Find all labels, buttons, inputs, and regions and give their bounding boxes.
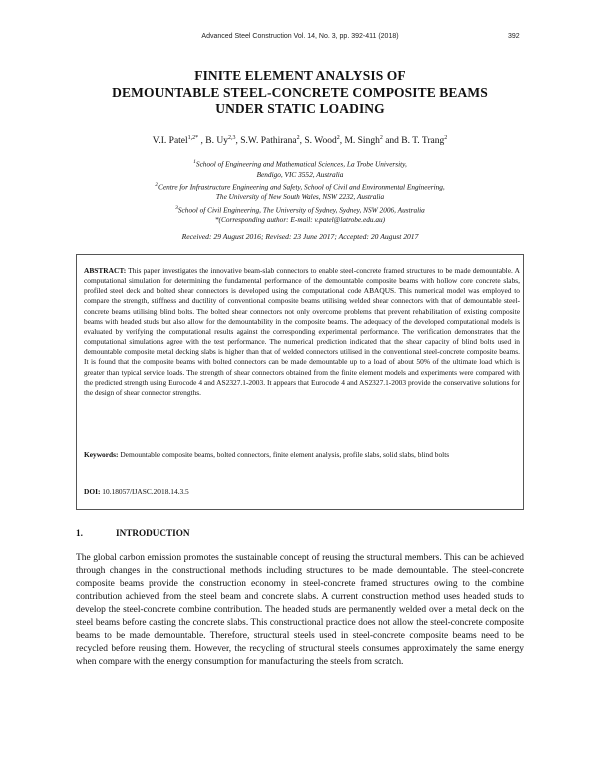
affiliation-mark: 1	[193, 159, 196, 165]
title-line: DEMOUNTABLE STEEL-CONCRETE COMPOSITE BEAMS	[112, 84, 488, 100]
author-name: , S. Wood	[299, 136, 337, 147]
affiliation-mark: 3	[175, 204, 178, 211]
title-line: FINITE ELEMENT ANALYSIS OF	[194, 68, 406, 83]
journal-citation: Advanced Steel Construction Vol. 14, No. 3, pp. 392-411 (2018)	[201, 33, 399, 40]
affiliations	[80, 157, 520, 225]
author-affiliation-mark: 1,2*	[187, 135, 199, 141]
affiliation-1	[80, 157, 520, 170]
author-name: , B. Uy	[198, 136, 228, 147]
author-affiliation-mark: 2,3	[227, 135, 236, 141]
author-affiliation-mark: 2	[296, 135, 300, 141]
affiliation-text: School of Civil Engineering, The University of Sydney, Sydney, NSW 2006, Australia	[177, 205, 425, 215]
affiliation-mark: 2	[155, 181, 158, 188]
paper-title	[60, 68, 540, 118]
affiliation-2-cont: The University of New South Wales, NSW 2232, Australia	[215, 192, 385, 202]
corresponding-author: *(Corresponding author: E-mail: v.patel@latrobe.edu.au)	[214, 215, 386, 225]
publication-dates: Received: 29 August 2016; Revised: 23 June 2017; Accepted: 20 August 2017	[181, 232, 419, 241]
abstract-text: This paper investigates the innovative beam-slab connectors to enable steel-concrete framed structures to be made demountable. A computational simulation for determining the fundamental performance of the demountable composite beams with hollow core concrete slabs, profiled steel deck and bolted shear connectors is developed using the computational code ABAQUS. This numerical model was employed to compare the strength, stiffness and ductility of conventional composite beams utilising welded shear connectors with that of demountable steel-concrete beams utilising blind bolts. The bolted shear connectors not only overcome problems that prevent rehabilitation of existing composite beams with headed studs but also allow for the demountability in the composite beams. The adequacy of the developed computational models is evaluated by verifying the computational results against the corresponding experimental performance. The verification demonstrates that the computational simulations agree with the test performance. The numerical prediction indicated that the shear capacity of blind bolts used in demountable composite metal decking slabs is higher than that of welded connectors utilised in the conventional steel-concrete composite beams. It is found that the composite beams with bolted connectors can be made demountable up to a load of about 50% of the ultimate load which is greater than typical service loads. The strength of shear connectors obtained from the finite element models and experiments were compared with the predicted strength using Eurocode 4 and AS2327.1-2003. It appears that Eurocode 4 and AS2327.1-2003 provide the conservative solutions for the design of shear connector strengths.	[84, 266, 520, 397]
doi-label: DOI:	[84, 487, 101, 496]
intro-paragraph: The global carbon emission promotes the sustainable concept of reusing the structural members. This can be achieved through changes in the constructional methods including structures to be made demountable. The steel-concrete composite beams provide the construction economy in steel-concrete framed structures owing to the combine contribution achieved from the steel beam and concrete slabs. A current construction method uses headed studs to develop the steel-concrete combine contribution. The headed studs are permanently welded over a metal deck on the steel beams before casting the concrete slabs. This constructional practice does not allow the steel-concrete composite beams to be made demountable. Therefore, structural steels used in steel-concrete composite beams need to be recycled before reusing them. However, the recycling of structural steels consumes approximately the same energy when compare with the energy consumption for manufacturing the steels from scratch.	[76, 553, 524, 667]
author-affiliation-mark: 2	[444, 135, 448, 141]
section-heading	[76, 528, 190, 538]
keywords-text: Demountable composite beams, bolted connectors, finite element analysis, profile slabs, solid slabs, blind bolts	[118, 450, 450, 459]
section-title: INTRODUCTION	[116, 528, 190, 538]
author-affiliation-mark: 2	[379, 135, 383, 141]
author-name: , M. Singh	[339, 136, 380, 147]
affiliation-3	[80, 203, 520, 216]
affiliation-text: Centre for Infrastructure Engineering and Safety, School of Civil and Environmental Engineering,	[157, 182, 445, 192]
author-affiliation-mark: 2	[336, 135, 340, 141]
affiliation-2	[80, 180, 520, 193]
author-name: and B. T. Trang	[382, 136, 445, 147]
author-name: V.I. Patel	[152, 136, 188, 147]
doi-text: 10.18057/IJASC.2018.14.3.5	[100, 487, 189, 496]
keywords	[84, 450, 520, 460]
abstract	[84, 266, 520, 398]
affiliation-1-cont: Bendigo, VIC 3552, Australia	[256, 169, 344, 179]
affiliation-text: School of Engineering and Mathematical Sciences, La Trobe University,	[195, 159, 407, 169]
author-list	[40, 135, 560, 146]
page-number: 392	[508, 33, 520, 40]
section-number: 1.	[76, 528, 83, 538]
title-line: UNDER STATIC LOADING	[215, 101, 385, 116]
abstract-label: ABSTRACT:	[84, 266, 127, 275]
keywords-label: Keywords:	[84, 450, 119, 459]
author-name: , S.W. Pathirana	[235, 136, 297, 147]
doi	[84, 487, 520, 496]
